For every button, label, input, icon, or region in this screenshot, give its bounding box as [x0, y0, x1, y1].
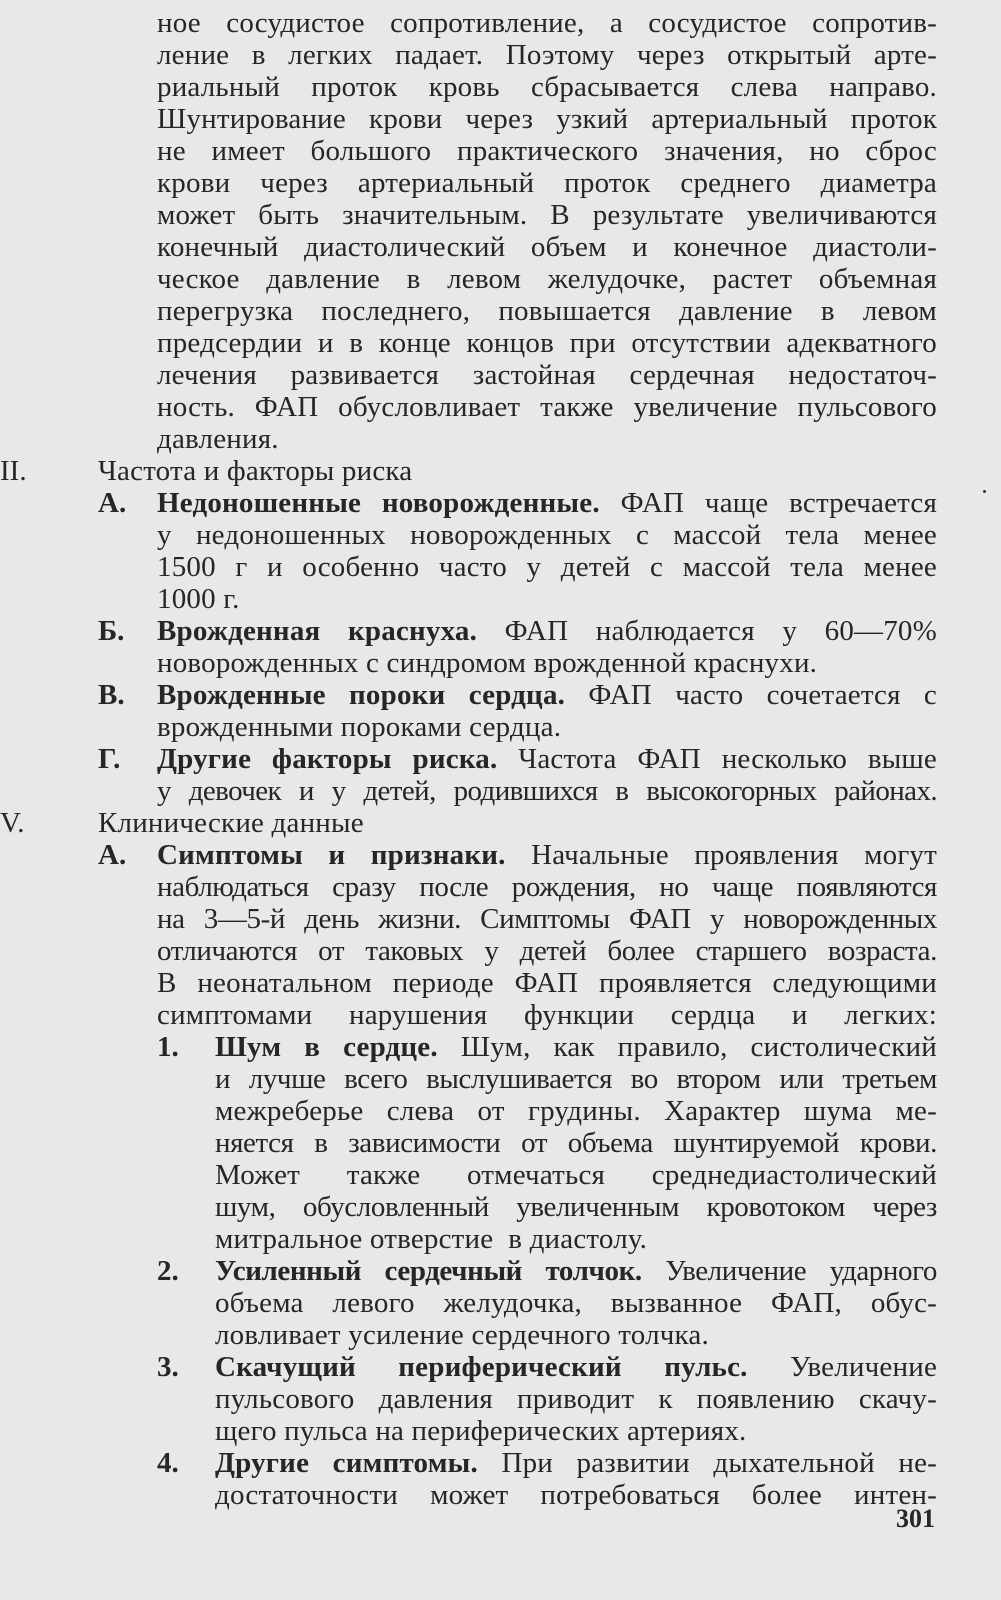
item-heading: Другие факторы риска.: [157, 743, 498, 775]
text-line: межреберье слева от грудины. Характер шума ме-: [215, 1095, 937, 1127]
subitem-label: 1.: [157, 1031, 179, 1063]
text-line: [157, 614, 937, 648]
text-line: симптомами нарушения функции сердца и легких:: [157, 999, 937, 1031]
text-line: давления.: [157, 423, 279, 455]
subitem-text: Шум, как правило, систолический: [460, 1031, 937, 1063]
text-line: [157, 678, 937, 712]
text-line: у недоношенных новорожденных с массой тела менее: [157, 519, 937, 551]
text-line: риальный проток кровь сбрасывается слева направо.: [157, 71, 937, 103]
text-line: ление в легких падает. Поэтому через открытый арте-: [157, 39, 937, 71]
subitem-label: 3.: [157, 1351, 179, 1383]
text-line: ческое давление в левом желудочке, растет объемная: [157, 263, 937, 295]
item-text: ФАП наблюдается у 60—70%: [504, 615, 937, 647]
text-line: митральное отверстие в диастолу.: [215, 1223, 648, 1255]
text-line: на 3—5-й день жизни. Симптомы ФАП у новорожденных: [157, 903, 937, 935]
text-line: наблюдаться сразу после рождения, но чаще появляются: [157, 871, 937, 903]
text-line: ное сосудистое сопротивление, а сосудистое сопротив-: [157, 7, 937, 39]
item-label: Г.: [98, 743, 121, 775]
section-title: Частота и факторы риска: [98, 455, 413, 487]
subitem-text: При развитии дыхательной не-: [501, 1447, 938, 1479]
text-line: достаточности может потребоваться более интен-: [215, 1479, 937, 1511]
item-heading: Врожденная краснуха.: [157, 615, 478, 647]
subitem-heading: Другие симптомы.: [215, 1447, 478, 1479]
subitem-text: Увеличение: [790, 1351, 938, 1383]
item-text: Начальные проявления могут: [531, 839, 938, 871]
text-line: может быть значительным. В результате увеличиваются: [157, 199, 937, 231]
item-text: Частота ФАП несколько выше: [518, 743, 938, 775]
section-number: II.: [0, 455, 27, 487]
text-line: у девочек и у детей, родившихся в высокогорных районах.: [157, 775, 937, 807]
text-line: новорожденных с синдромом врожденной краснухи.: [157, 647, 818, 679]
text-line: [215, 1350, 937, 1384]
text-line: отличаются от таковых у детей более старшего возраста.: [157, 935, 937, 967]
text-line: не имеет большого практического значения, но сброс: [157, 135, 937, 167]
text-line: и лучше всего выслушивается во втором или третьем: [215, 1063, 937, 1095]
subitem-label: 4.: [157, 1447, 179, 1479]
text-line: предсердии и в конце концов при отсутствии адекватного: [157, 327, 937, 359]
text-line: конечный диастолический объем и конечное диастоли-: [157, 231, 937, 263]
section-number: V.: [0, 807, 25, 839]
text-line: перегрузка последнего, повышается давление в левом: [157, 295, 937, 327]
text-line: объема левого желудочка, вызванное ФАП, обус-: [215, 1287, 937, 1319]
text-line: Может также отмечаться среднедиастолический: [215, 1159, 937, 1191]
subitem-heading: Усиленный сердечный толчок.: [215, 1255, 642, 1287]
text-line: пульсового давления приводит к появлению скачу-: [215, 1383, 937, 1415]
text-line: Шунтирование крови через узкий артериальный проток: [157, 103, 937, 135]
item-label: А.: [98, 839, 127, 871]
text-line: [215, 1254, 937, 1288]
print-speck: [983, 490, 986, 493]
text-line: В неонатальном периоде ФАП проявляется следующими: [157, 967, 937, 999]
text-line: [157, 742, 937, 776]
subitem-text: Увеличение ударного: [665, 1255, 937, 1287]
text-line: 1000 г.: [157, 583, 240, 615]
text-line: шум, обусловленный увеличенным кровотоком через: [215, 1191, 937, 1223]
item-text: ФАП часто сочетается с: [588, 679, 938, 711]
text-line: [215, 1446, 937, 1480]
text-line: щего пульса на периферических артериях.: [215, 1415, 747, 1447]
item-label: Б.: [98, 615, 125, 647]
subitem-heading: Скачущий периферический пульс.: [215, 1351, 748, 1383]
text-line: няется в зависимости от объема шунтируемой крови.: [215, 1127, 937, 1159]
item-heading: Врожденные пороки сердца.: [157, 679, 566, 711]
text-line: 1500 г и особенно часто у детей с массой тела менее: [157, 551, 937, 583]
item-label: А.: [98, 487, 127, 519]
text-line: [215, 1030, 937, 1064]
text-line: [157, 838, 937, 872]
text-line: [157, 486, 937, 520]
item-heading: Недоношенные новорожденные.: [157, 487, 600, 519]
text-line: ловливает усиление сердечного толчка.: [215, 1319, 709, 1351]
item-heading: Симптомы и признаки.: [157, 839, 506, 871]
text-line: ность. ФАП обусловливает также увеличение пульсового: [157, 391, 937, 423]
text-line: врожденными пороками сердца.: [157, 711, 562, 743]
subitem-label: 2.: [157, 1255, 179, 1287]
page-number: 301: [896, 1504, 935, 1533]
item-label: В.: [98, 679, 125, 711]
text-line: крови через артериальный проток среднего диаметра: [157, 167, 937, 199]
item-text: ФАП чаще встречается: [620, 487, 937, 519]
text-line: лечения развивается застойная сердечная недостаточ-: [157, 359, 937, 391]
section-title: Клинические данные: [98, 807, 364, 839]
subitem-heading: Шум в сердце.: [215, 1031, 438, 1063]
